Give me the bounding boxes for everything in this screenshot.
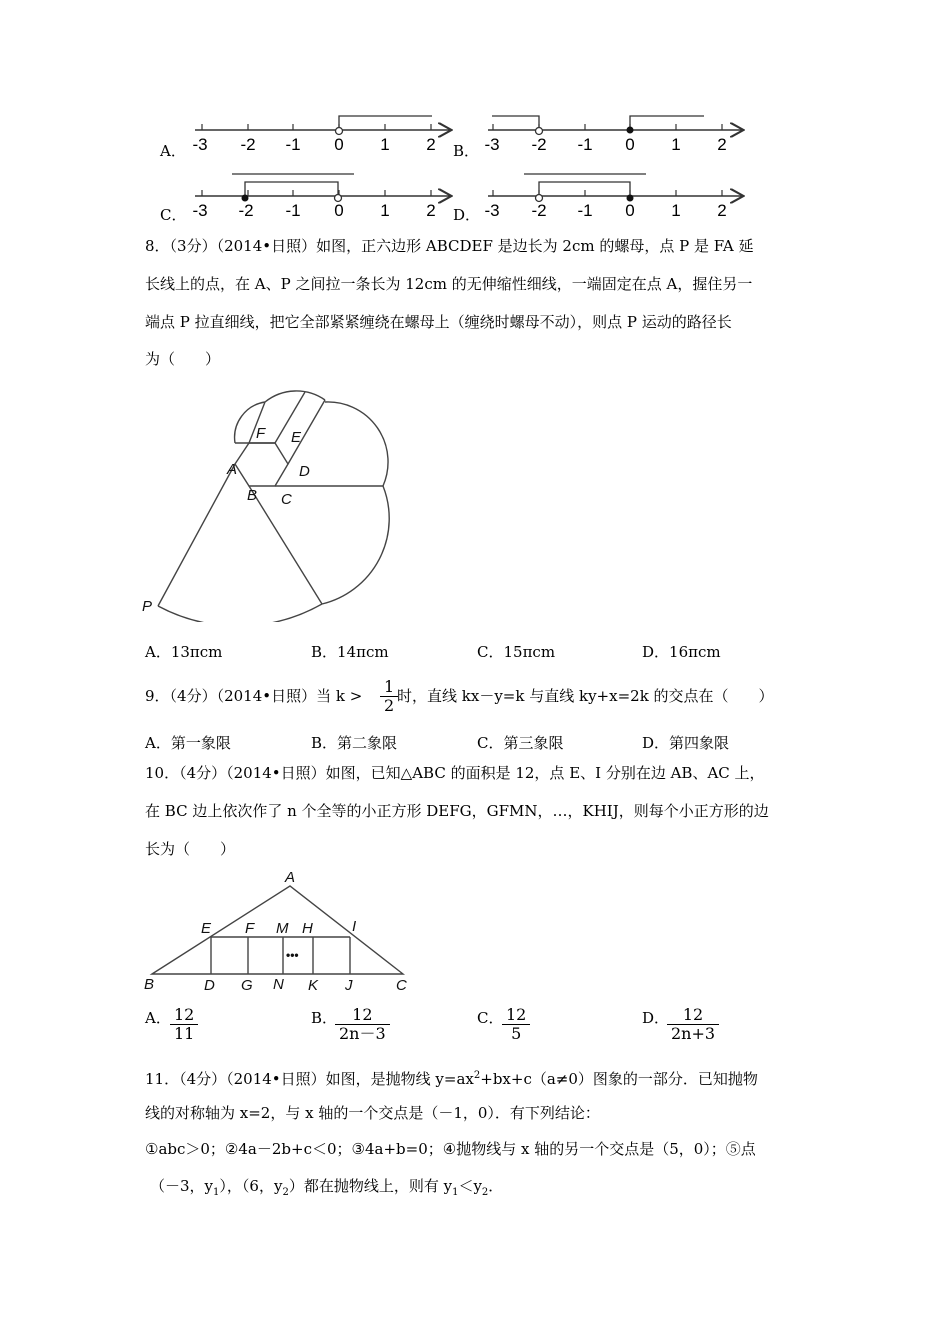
q10-option-a-fraction[interactable]	[170, 1006, 198, 1043]
q10-option-a-num: 12	[170, 1006, 198, 1025]
q11-line-4-s2: 2	[282, 1187, 289, 1198]
q11-line-4-d: ＜y	[458, 1177, 482, 1195]
ellipsis-dots: •••	[286, 948, 299, 962]
label-m: M	[276, 920, 289, 937]
q8-line-1: 8．（3分）（2014•日照）如图，正六边形 ABCDEF 是边长为 2cm 的螺母，点 P 是 FA 延	[145, 237, 754, 255]
q9-prefix: 9．（4分）（2014•日照）当 k >	[145, 687, 363, 705]
q10-line-3: 长为（ ）	[145, 840, 236, 858]
q7-option-d-label[interactable]: D．	[453, 206, 481, 224]
label-g: G	[241, 977, 253, 994]
tick-label: 1	[380, 201, 390, 220]
q10-option-a-letter[interactable]: A．	[145, 1009, 171, 1027]
tick-label: 0	[334, 135, 344, 154]
q11-line-4	[150, 1176, 503, 1203]
q10-option-b-letter[interactable]: B．	[311, 1009, 338, 1027]
tick-label: 0	[625, 201, 635, 220]
tick-label: 1	[671, 135, 681, 154]
tick-label: 1	[380, 135, 390, 154]
tick-label: -1	[285, 201, 301, 220]
q9-fraction-num: 1	[380, 678, 398, 697]
q10-option-b-num: 12	[335, 1006, 390, 1025]
q10-line-2: 在 BC 边上依次作了 n 个全等的小正方形 DEFG，GFMN，…，KHIJ，则每个小正方形的边	[145, 802, 769, 820]
tick-label: -2	[531, 135, 547, 154]
q9-option-d[interactable]: D．第四象限	[642, 734, 730, 752]
q10-option-d-fraction[interactable]	[667, 1006, 719, 1043]
number-line-a	[192, 116, 450, 154]
tick-label: 2	[717, 201, 727, 220]
figure-label-c: C	[281, 491, 292, 508]
q11-line-3: ①abc＞0；②4a－2b+c＜0；③4a+b=0；④抛物线与 x 轴的另一个交点是（5，0）；⑤点	[145, 1140, 756, 1158]
q11-line-4-s1: 1	[213, 1187, 220, 1198]
label-e: E	[201, 920, 212, 937]
label-c: C	[396, 977, 407, 994]
tick-label: -1	[577, 201, 593, 220]
q11-line-4-e: ．	[488, 1177, 504, 1195]
q10-option-a-den: 11	[174, 1024, 195, 1043]
tick-label: -3	[192, 201, 208, 220]
tick-label: 1	[671, 201, 681, 220]
q10-option-c-letter[interactable]: C．	[477, 1009, 504, 1027]
tick-label: -1	[285, 135, 301, 154]
q10-option-b-den: 2n－3	[339, 1024, 386, 1043]
q8-option-b[interactable]: B．14πcm	[311, 643, 389, 661]
q10-option-d-num: 12	[667, 1006, 719, 1025]
q8-line-3: 端点 P 拉直细线，把它全部紧紧缠绕在螺母上（缠绕时螺母不动），则点 P 运动的路径长	[145, 313, 732, 331]
label-n: N	[273, 976, 284, 993]
q7-option-b-label[interactable]: B．	[453, 142, 480, 160]
q10-line-1: 10．（4分）（2014•日照）如图，已知△ABC 的面积是 12，点 E、I 分别在边 AB、AC 上，	[145, 764, 765, 782]
q8-line-2: 长线上的点，在 A、P 之间拉一条长为 12cm 的无伸缩性细线，一端固定在点 A，握住另一	[145, 275, 753, 293]
q10-option-c-fraction[interactable]	[502, 1006, 530, 1043]
number-line-figures	[0, 0, 950, 240]
number-line-b	[484, 116, 742, 154]
number-line-c	[192, 174, 450, 220]
q11-line-4-s4: 2	[481, 1187, 489, 1198]
tick-label: 0	[625, 135, 635, 154]
label-i: I	[352, 918, 357, 935]
q8-option-a[interactable]: A．13πcm	[145, 643, 223, 661]
triangle-squares-figure	[138, 866, 428, 996]
q11-line-1-sup: 2	[473, 1070, 481, 1081]
tick-label: 2	[717, 135, 727, 154]
tick-label: -2	[240, 135, 256, 154]
tick-label: -3	[192, 135, 208, 154]
q11-line-1	[145, 1066, 758, 1089]
hexagon-nut-figure	[135, 382, 395, 622]
figure-label-a: A	[227, 461, 238, 478]
label-b: B	[144, 976, 155, 993]
q11-line-4-c: ）都在抛物线上，则有 y	[288, 1177, 453, 1195]
q7-option-c-label[interactable]: C．	[160, 206, 187, 224]
tick-label: -3	[484, 201, 500, 220]
q9-option-a[interactable]: A．第一象限	[145, 734, 231, 752]
q8-line-4: 为（ ）	[145, 350, 221, 368]
q9-suffix: 时，直线 kx－y=k 与直线 ky+x=2k 的交点在（ ）	[397, 687, 774, 705]
q8-option-c[interactable]: C．15πcm	[477, 643, 556, 661]
label-k: K	[308, 977, 319, 994]
q9-option-c[interactable]: C．第三象限	[477, 734, 564, 752]
q10-option-c-den: 5	[511, 1024, 522, 1043]
label-f: F	[245, 920, 255, 937]
figure-label-b: B	[247, 487, 258, 504]
q11-line-2: 线的对称轴为 x=2，与 x 轴的一个交点是（－1，0）．有下列结论：	[145, 1104, 600, 1122]
q9-fraction-den: 2	[384, 696, 395, 715]
q11-line-4-a: （－3，y	[150, 1177, 214, 1195]
figure-label-d: D	[299, 463, 310, 480]
tick-label: 2	[426, 201, 436, 220]
tick-label: 0	[334, 201, 344, 220]
q10-option-d-letter[interactable]: D．	[642, 1009, 670, 1027]
q10-option-b-fraction[interactable]	[335, 1006, 390, 1043]
tick-label: -2	[531, 201, 547, 220]
tick-label: -3	[484, 135, 500, 154]
q10-option-c-num: 12	[502, 1006, 530, 1025]
figure-label-e: E	[291, 429, 302, 446]
q11-line-1-a: 11．（4分）（2014•日照）如图，是抛物线 y=ax	[145, 1070, 474, 1088]
q11-line-1-b: +bx+c（a≠0）图象的一部分．已知抛物	[480, 1070, 758, 1088]
tick-label: 2	[426, 135, 436, 154]
q11-line-4-b: ），（6，y	[219, 1177, 283, 1195]
figure-label-f: F	[256, 425, 266, 442]
q10-option-d-den: 2n+3	[671, 1024, 716, 1043]
tick-label: -1	[577, 135, 593, 154]
q7-option-a-label[interactable]: A．	[160, 142, 186, 160]
label-a: A	[285, 869, 296, 886]
tick-label: -2	[238, 201, 254, 220]
q8-option-d[interactable]: D．16πcm	[642, 643, 721, 661]
q9-fraction	[380, 678, 398, 715]
label-h: H	[302, 920, 313, 937]
label-j: J	[345, 977, 353, 994]
q9-option-b[interactable]: B．第二象限	[311, 734, 398, 752]
figure-label-p: P	[142, 598, 153, 615]
number-line-d	[484, 174, 742, 220]
q11-line-4-s3: 1	[452, 1187, 459, 1198]
label-d: D	[204, 977, 215, 994]
